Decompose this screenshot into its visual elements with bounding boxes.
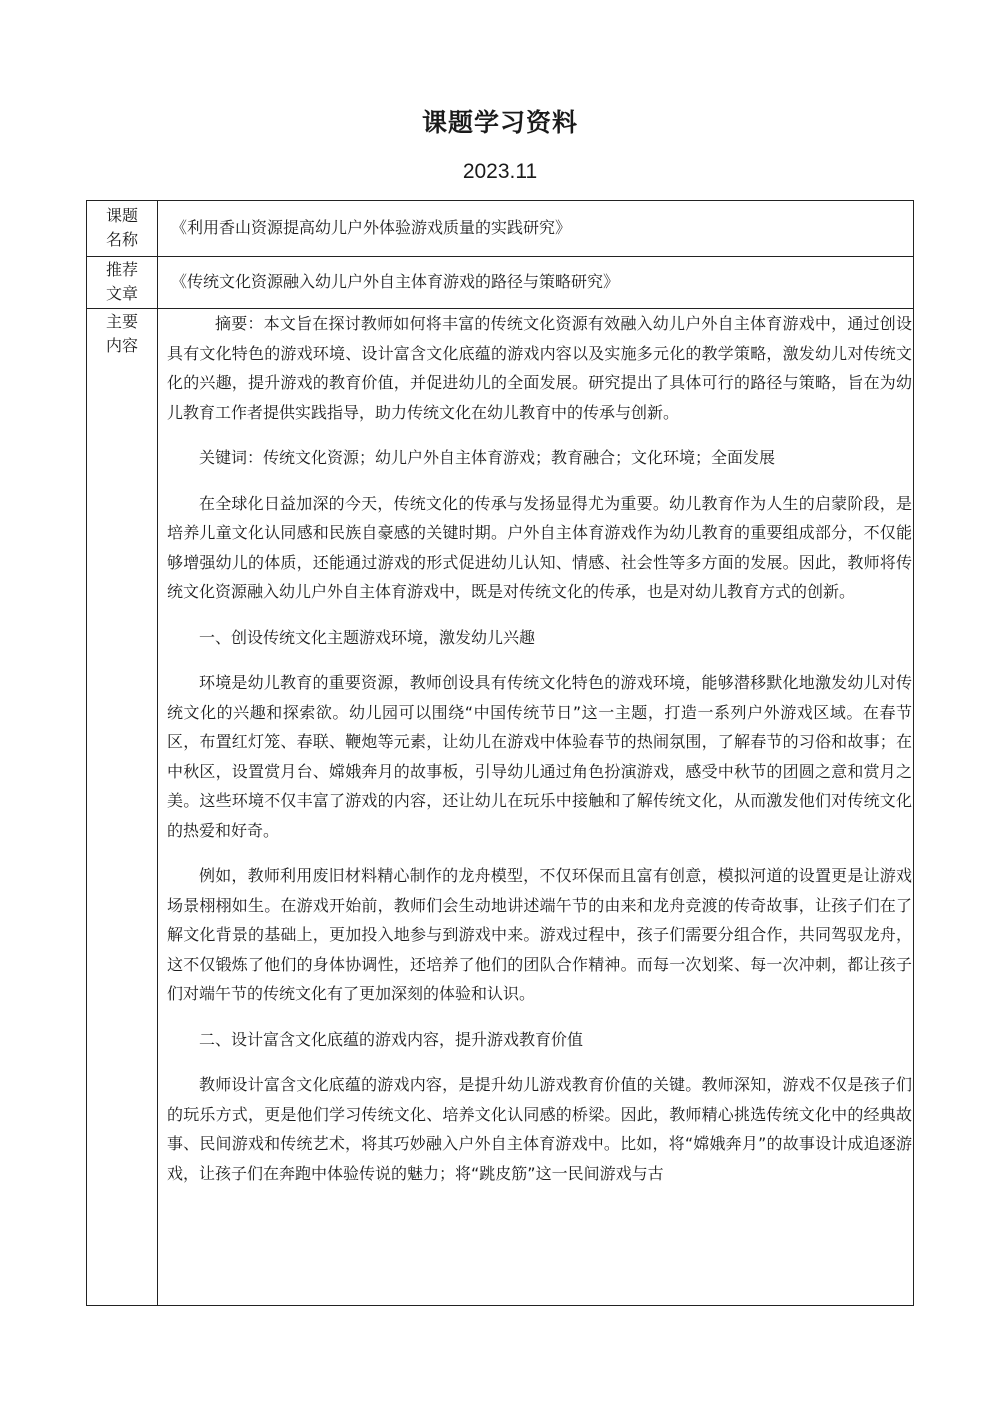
label-line: 主要 — [105, 312, 138, 331]
column-divider — [157, 201, 158, 1305]
label-line: 内容 — [105, 336, 138, 355]
info-table — [86, 200, 914, 1306]
main-content-body — [167, 309, 912, 1204]
recommended-article-value: 《传统文化资源融入幼儿户外自主体育游戏的路径与策略研究》 — [171, 272, 620, 291]
label-line: 文章 — [105, 284, 138, 303]
page-date: 2023.11 — [462, 160, 538, 183]
body-paragraph: 教师设计富含文化底蕴的游戏内容，是提升幼儿游戏教育价值的关键。教师深知，游戏不仅是孩子们的玩乐方式，更是他们学习传统文化、培养文化认同感的桥梁。因此，教师精心挑选传统文化中的经典故事、民间游戏和传统艺术，将其巧妙融入户外自主体育游戏中。比如，将“嫦娥奔月”的故事设计成追逐游戏，让孩子们在奔跑中体验传说的魅力；将“跳皮筋”这一民间游戏与古 — [167, 1075, 912, 1183]
recommended-article-label — [87, 258, 157, 306]
main-content-label — [87, 310, 157, 358]
section-heading-2: 二、设计富含文化底蕴的游戏内容，提升游戏教育价值 — [199, 1029, 584, 1049]
topic-name-value: 《利用香山资源提高幼儿户外体验游戏质量的实践研究》 — [171, 218, 572, 237]
keywords-paragraph: 关键词：传统文化资源；幼儿户外自主体育游戏；教育融合；文化环境；全面发展 — [199, 448, 776, 467]
label-line: 课题 — [105, 206, 138, 225]
intro-paragraph: 在全球化日益加深的今天，传统文化的传承与发扬显得尤为重要。幼儿教育作为人生的启蒙阶段，是培养儿童文化认同感和民族自豪感的关键时期。户外自主体育游戏作为幼儿教育的重要组成部分，不仅能够增强幼儿的体质，还能通过游戏的形式促进幼儿认知、情感、社会性等多方面的发展。因此，教师将传统文化资源融入幼儿户外自主体育游戏中，既是对传统文化的传承，也是对幼儿教育方式的创新。 — [167, 493, 912, 601]
body-paragraph: 环境是幼儿教育的重要资源，教师创设具有传统文化特色的游戏环境，能够潜移默化地激发幼儿对传统文化的兴趣和探索欲。幼儿园可以围绕“中国传统节日”这一主题，打造一系列户外游戏区域。在春节区，布置红灯笼、春联、鞭炮等元素，让幼儿在游戏中体验春节的热闹氛围，了解春节的习俗和故事；在中秋区，设置赏月台、嫦娥奔月的故事板，引导幼儿通过角色扮演游戏，感受中秋节的团圆之意和赏月之美。这些环境不仅丰富了游戏的内容，还让幼儿在玩乐中接触和了解传统文化，从而激发他们对传统文化的热爱和好奇。 — [167, 673, 912, 840]
page-title: 课题学习资料 — [421, 108, 578, 137]
row-divider — [87, 256, 913, 257]
body-paragraph: 例如，教师利用废旧材料精心制作的龙舟模型，不仅环保而且富有创意，模拟河道的设置更是让游戏场景栩栩如生。在游戏开始前，教师们会生动地讲述端午节的由来和龙舟竞渡的传奇故事，让孩子们在了解文化背景的基础上，更加投入地参与到游戏中来。游戏过程中，孩子们需要分组合作，共同驾驭龙舟，这不仅锻炼了他们的身体协调性，还培养了他们的团队合作精神。而每一次划桨、每一次冲刺，都让孩子们对端午节的传统文化有了更加深刻的体验和认识。 — [167, 866, 912, 1003]
label-line: 推荐 — [105, 260, 138, 279]
label-line: 名称 — [105, 230, 138, 249]
abstract-paragraph: 摘要：本文旨在探讨教师如何将丰富的传统文化资源有效融入幼儿户外自主体育游戏中，通过创设具有文化特色的游戏环境、设计富含文化底蕴的游戏内容以及实施多元化的教学策略，激发幼儿对传统文化的兴趣，提升游戏的教育价值，并促进幼儿的全面发展。研究提出了具体可行的路径与策略，旨在为幼儿教育工作者提供实践指导，助力传统文化在幼儿教育中的传承与创新。 — [167, 314, 912, 422]
topic-name-label — [87, 204, 157, 252]
section-heading-1: 一、创设传统文化主题游戏环境，激发幼儿兴趣 — [199, 627, 536, 647]
